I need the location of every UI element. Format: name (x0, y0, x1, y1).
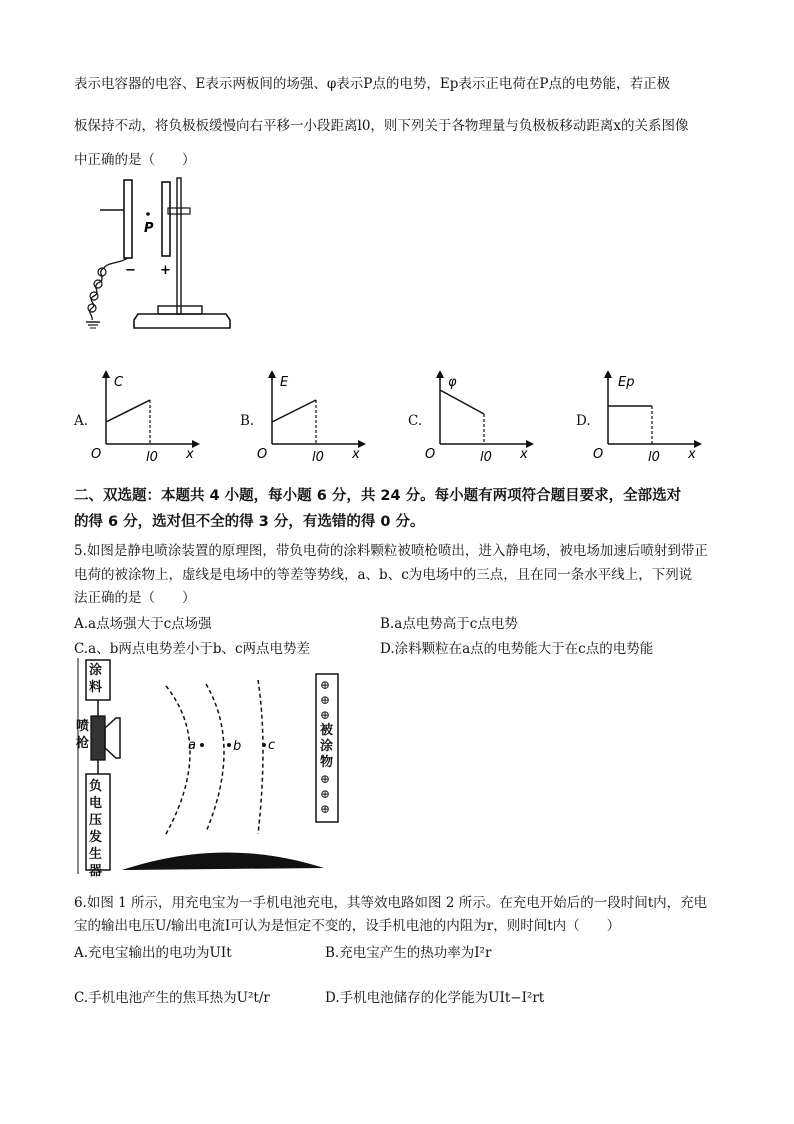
x-axis-label-b: x (352, 447, 360, 462)
q5-text-line2: 电荷的被涂物上，虚线是电场中的等差等势线，a、b、c为电场中的三点，且在同一条水平线上，下列说 (74, 567, 693, 583)
graph-option-a (90, 368, 200, 463)
q6-option-b: B.充电宝产生的热功率为I²r (325, 945, 492, 961)
point-a-label: a (188, 738, 196, 753)
target-label: 被涂物 (320, 723, 334, 770)
x-axis-label-a: x (186, 447, 194, 462)
y-axis-label-d: Ep (618, 375, 635, 390)
x-axis-label-d: x (688, 447, 696, 462)
point-b-label: b (233, 739, 242, 754)
q6-text-line1: 6.如图 1 所示，用充电宝为一手机电池充电，其等效电路如图 2 所示。在充电开始后的一段时间t内，充电 (74, 895, 708, 911)
capacitor-apparatus-figure (78, 176, 228, 336)
origin-label-c: O (425, 447, 436, 462)
q4-text-line3: 中正确的是（ ） (74, 152, 196, 168)
minus-label: − (125, 263, 136, 278)
point-c-label: c (268, 738, 276, 753)
q5-option-c: C.a、b两点电势差小于b、c两点电势差 (74, 641, 311, 657)
q6-text-line2: 宝的输出电压U/输出电流I可认为是恒定不变的，设手机电池的内阻为r，则时间t内（ ） (74, 918, 621, 934)
x-axis-label-c: x (520, 447, 528, 462)
q6-option-c: C.手机电池产生的焦耳热为U²t/r (74, 990, 270, 1006)
spray-gun-label: 喷枪 (76, 719, 90, 751)
target-charges-top: ⊕ ⊕ ⊕ (320, 678, 331, 722)
l0-label-c: l0 (480, 450, 492, 465)
paint-label: 涂料 (89, 663, 103, 695)
q5-text-line3: 法正确的是（ ） (74, 590, 196, 606)
graph-option-d (592, 368, 702, 463)
generator-label: 负电压发生器 (89, 779, 103, 879)
q4-option-c-label: C. (408, 413, 423, 429)
q6-option-a: A.充电宝输出的电功为UIt (74, 945, 232, 961)
graph-option-b (256, 368, 366, 463)
q5-option-b: B.a点电势高于c点电势 (380, 616, 518, 632)
q4-option-b-label: B. (240, 413, 255, 429)
point-p-label: P (144, 221, 154, 236)
q5-option-a: A.a点场强大于c点场强 (74, 616, 212, 632)
l0-label-b: l0 (312, 450, 324, 465)
l0-label-d: l0 (648, 450, 660, 465)
section2-heading-line2: 的得 6 分，选对但不全的得 3 分，有选错的得 0 分。 (74, 514, 425, 530)
q6-option-d: D.手机电池储存的化学能为UIt−I²rt (325, 990, 545, 1006)
y-axis-label-a: C (114, 375, 124, 390)
origin-label-a: O (91, 447, 102, 462)
q5-option-d: D.涂料颗粒在a点的电势能大于在c点的电势能 (380, 641, 654, 657)
l0-label-a: l0 (146, 450, 158, 465)
y-axis-label-b: E (280, 375, 289, 390)
section2-heading-line1: 二、双选题：本题共 4 小题，每小题 6 分，共 24 分。每小题有两项符合题目要求，全部选对 (74, 488, 682, 504)
q4-option-d-label: D. (576, 413, 591, 429)
q4-text-line2: 板保持不动，将负极板缓慢向右平移一小段距离l0，则下列关于各物理量与负极板移动距离x的关系图像 (74, 118, 689, 134)
q4-option-a-label: A. (74, 413, 89, 429)
target-charges-bottom: ⊕ ⊕ ⊕ (320, 772, 331, 816)
y-axis-label-c: φ (448, 375, 457, 390)
graph-option-c (424, 368, 534, 463)
q4-text-line1: 表示电容器的电容、E表示两板间的场强、φ表示P点的电势，Ep表示正电荷在P点的电势能，若正极 (74, 76, 670, 92)
q5-text-line1: 5.如图是静电喷涂装置的原理图，带负电荷的涂料颗粒被喷枪喷出，进入静电场，被电场加速后喷射到带正 (74, 543, 708, 559)
origin-label-d: O (593, 447, 604, 462)
plus-label: + (160, 263, 171, 278)
origin-label-b: O (257, 447, 268, 462)
